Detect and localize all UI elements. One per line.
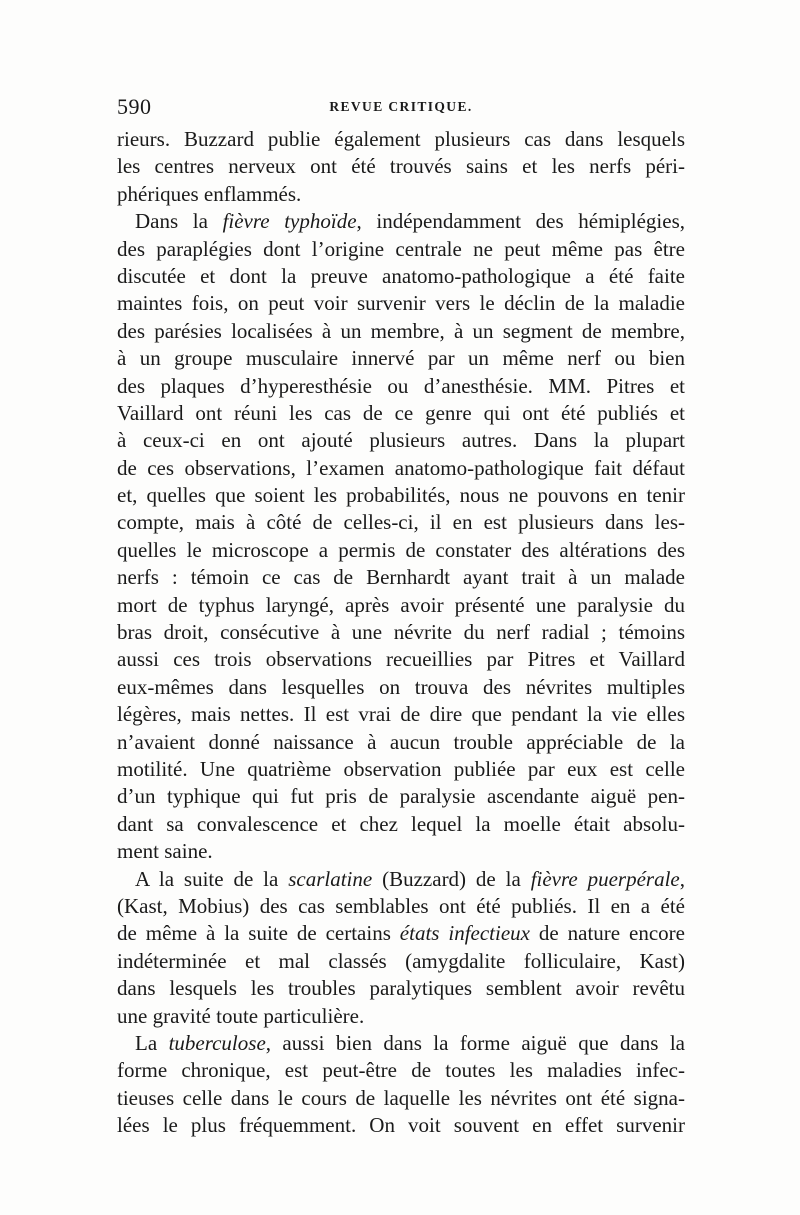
- text-line: [117, 674, 685, 701]
- text-segment: phériques enflammés.: [117, 181, 302, 206]
- text-segment: de même à la suite de certains: [117, 921, 400, 946]
- text-line: [117, 153, 685, 180]
- text-segment: de ces observations, l’examen anatomo-pathologique fait défaut: [117, 455, 685, 480]
- text-segment: maintes fois, on peut voir survenir vers le déclin de la maladie: [117, 291, 685, 316]
- text-segment: eux-mêmes dans lesquelles on trouva des névrites multiples: [117, 674, 685, 699]
- text-segment: d’un typhique qui fut pris de paralysie ascendante aiguë pen-: [117, 784, 685, 809]
- text-line: [117, 866, 685, 893]
- text-segment: les centres nerveux ont été trouvés sains et les nerfs péri-: [117, 154, 685, 179]
- text-segment: (Buzzard) de la: [372, 866, 531, 891]
- text-line: [117, 1085, 685, 1112]
- text-segment: nerfs : témoin ce cas de Bernhardt ayant trait à un malade: [117, 565, 685, 590]
- text-line: [117, 318, 685, 345]
- text-segment: bras droit, consécutive à une névrite du nerf radial ; témoins: [117, 620, 685, 645]
- text-segment: dans lesquels les troubles paralytiques semblent avoir revêtu: [117, 976, 685, 1001]
- text-line: [117, 181, 685, 208]
- text-segment: compte, mais à côté de celles-ci, il en est plusieurs dans les-: [117, 510, 685, 535]
- text-segment: quelles le microscope a permis de constater des altérations des: [117, 537, 685, 562]
- text-line: [117, 920, 685, 947]
- text-segment: A la suite de la: [135, 866, 289, 891]
- text-segment: lées le plus fréquemment. On voit souvent en effet survenir: [117, 1113, 685, 1138]
- text-segment: des parésies localisées à un membre, à un segment de membre,: [117, 318, 685, 343]
- text-line: [117, 373, 685, 400]
- italic-term: états infectieux: [399, 921, 530, 946]
- text-line: [117, 701, 685, 728]
- text-segment: ,: [679, 866, 685, 891]
- text-line: [117, 455, 685, 482]
- text-line: [117, 345, 685, 372]
- text-segment: mort de typhus laryngé, après avoir présenté une paralysie du: [117, 592, 685, 617]
- text-line: [117, 482, 685, 509]
- italic-term: tuberculose: [168, 1030, 266, 1055]
- text-line: [117, 564, 685, 591]
- text-line: [117, 838, 685, 865]
- text-segment: , indépendamment des hémiplégies,: [356, 209, 685, 234]
- text-segment: (Kast, Mobius) des cas semblables ont été publiés. Il en a été: [117, 893, 685, 918]
- text-segment: discutée et dont la preuve anatomo-pathologique a été faite: [117, 263, 685, 288]
- text-segment: une gravité toute particulière.: [117, 1003, 365, 1028]
- text-line: [117, 811, 685, 838]
- text-segment: forme chronique, est peut-être de toutes les maladies infec-: [117, 1058, 685, 1083]
- text-line: [117, 646, 685, 673]
- running-head: [117, 94, 685, 124]
- text-line: [117, 427, 685, 454]
- text-segment: et, quelles que soient les probabilités, nous ne pouvons en tenir: [117, 483, 685, 508]
- text-line: [117, 975, 685, 1002]
- text-segment: Vaillard ont réuni les cas de ce genre qui ont été publiés et: [117, 400, 685, 425]
- text-segment: ment saine.: [117, 839, 213, 864]
- text-line: [117, 729, 685, 756]
- text-line: [117, 756, 685, 783]
- text-line: [117, 263, 685, 290]
- text-segment: rieurs. Buzzard publie également plusieurs cas dans lesquels: [117, 127, 685, 151]
- text-segment: motilité. Une quatrième observation publiée par eux est celle: [117, 756, 685, 781]
- text-segment: n’avaient donné naissance à aucun trouble appréciable de la: [117, 729, 685, 754]
- text-line: [117, 948, 685, 975]
- text-line: [117, 1112, 685, 1139]
- text-line: [117, 592, 685, 619]
- page-number: 590: [117, 94, 152, 119]
- text-line: [117, 400, 685, 427]
- text-line: [117, 619, 685, 646]
- text-line: [117, 1003, 685, 1030]
- text-segment: des plaques d’hyperesthésie ou d’anesthésie. MM. Pitres et: [117, 373, 685, 398]
- text-line: [117, 893, 685, 920]
- text-segment: à un groupe musculaire innervé par un même nerf ou bien: [117, 346, 685, 371]
- text-line: [117, 208, 685, 235]
- text-segment: dant sa convalescence et chez lequel la moelle était absolu-: [117, 811, 685, 836]
- text-line: [117, 290, 685, 317]
- text-segment: à ceux-ci en ont ajouté plusieurs autres. Dans la plupart: [117, 428, 685, 453]
- text-line: [117, 1057, 685, 1084]
- text-segment: Dans la: [135, 209, 223, 234]
- text-segment: indéterminée et mal classés (amygdalite folliculaire, Kast): [117, 948, 685, 973]
- text-line: [117, 1030, 685, 1057]
- text-segment: de nature encore: [530, 921, 685, 946]
- text-line: [117, 509, 685, 536]
- italic-term: fièvre typhoïde: [222, 209, 357, 234]
- text-line: [117, 126, 685, 153]
- text-segment: aussi ces trois observations recueillies par Pitres et Vaillard: [117, 647, 685, 672]
- text-segment: des paraplégies dont l’origine centrale ne peut même pas être: [117, 236, 685, 261]
- text-line: [117, 783, 685, 810]
- body-text: [117, 126, 685, 1139]
- italic-term: scarlatine: [288, 866, 373, 891]
- text-line: [117, 537, 685, 564]
- text-segment: , aussi bien dans la forme aiguë que dans la: [265, 1030, 686, 1055]
- text-segment: tieuses celle dans le cours de laquelle les névrites ont été signa-: [117, 1085, 685, 1110]
- text-segment: légères, mais nettes. Il est vrai de dire que pendant la vie elles: [117, 702, 685, 727]
- running-title: REVUE CRITIQUE.: [329, 99, 473, 114]
- text-segment: La: [135, 1030, 169, 1055]
- italic-term: fièvre puerpérale: [530, 866, 680, 891]
- text-line: [117, 236, 685, 263]
